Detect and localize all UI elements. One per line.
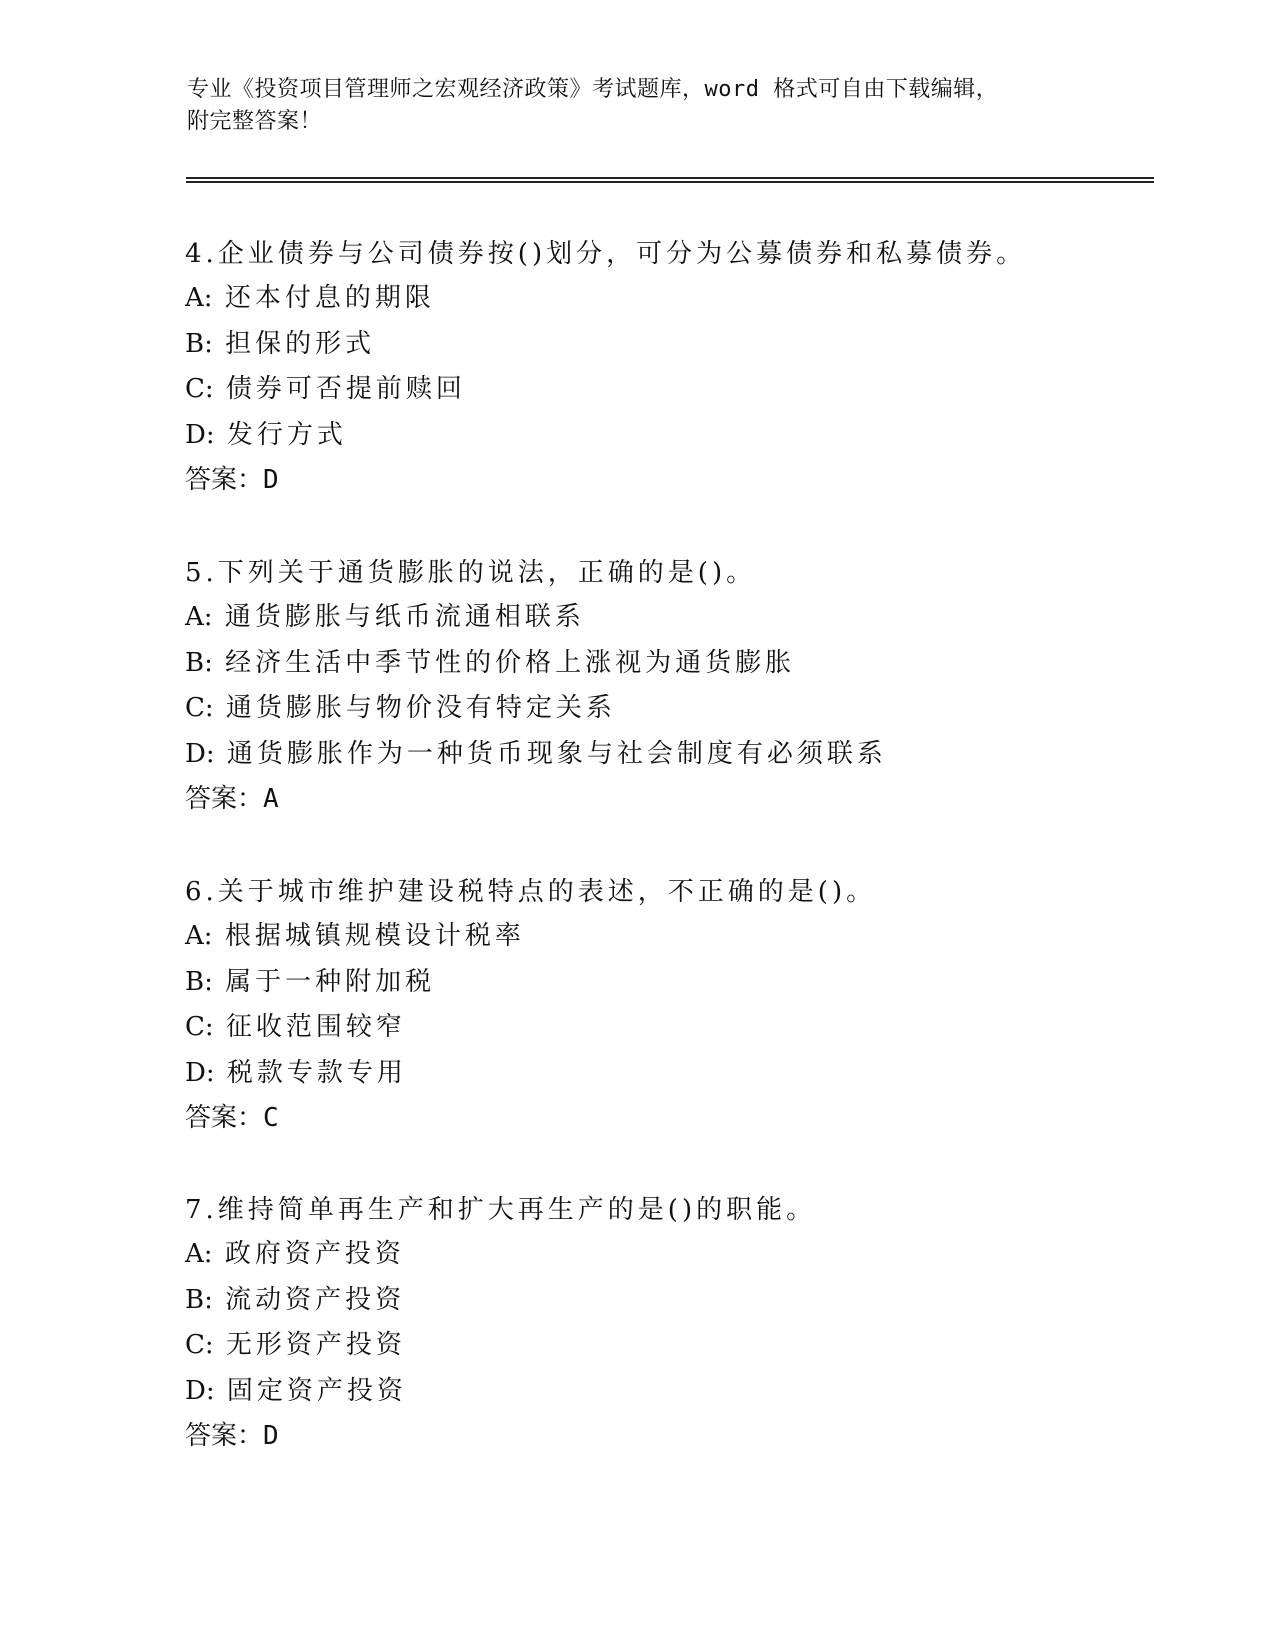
option-text: 政府资产投资 (224, 1239, 405, 1269)
answer-label: 答案：D (185, 465, 279, 495)
option-text: 债券可否提前赎回 (225, 374, 466, 404)
option-b (185, 322, 1185, 368)
option-key: A: (185, 602, 213, 632)
option-text: 属于一种附加税 (225, 966, 436, 997)
option-a (185, 1232, 1185, 1278)
option-key: A: (185, 283, 213, 313)
option-d (185, 413, 1185, 459)
question-text: 4.企业债券与公司债券按()划分，可分为公募债券和私募债券。 (185, 239, 1027, 269)
option-d (185, 1369, 1185, 1415)
option-c (185, 1323, 1185, 1369)
question-7 (185, 1188, 1185, 1458)
option-b (185, 1278, 1185, 1324)
answer-label: 答案：D (185, 1421, 279, 1451)
question-text: 6.关于城市维护建设税特点的表述，不正确的是()。 (185, 877, 877, 907)
option-a (185, 595, 1185, 641)
option-key: D: (185, 738, 215, 769)
document-header (187, 74, 1067, 138)
option-c (185, 1005, 1185, 1051)
answer-label: 答案：A (185, 784, 279, 814)
question-text: 5.下列关于通货膨胀的说法，正确的是()。 (185, 558, 757, 588)
option-key: D: (185, 419, 215, 450)
option-key: B: (185, 328, 213, 359)
option-key: B: (185, 1284, 213, 1315)
option-d (185, 732, 1185, 778)
option-text: 通货膨胀与物价没有特定关系 (225, 693, 616, 723)
header-line-2: 附完整答案！ (187, 109, 323, 134)
option-text: 通货膨胀与纸币流通相联系 (224, 602, 585, 632)
option-key: C: (185, 1012, 214, 1042)
option-text: 流动资产投资 (225, 1284, 406, 1315)
header-line-1: 专业《投资项目管理师之宏观经济政策》考试题库，word 格式可自由下载编辑， (187, 77, 999, 102)
option-b (185, 641, 1185, 687)
option-c (185, 367, 1185, 413)
option-c (185, 686, 1185, 732)
option-key: A: (185, 921, 213, 951)
option-a (185, 276, 1185, 322)
question-5 (185, 551, 1185, 821)
option-text: 发行方式 (226, 419, 347, 450)
option-text: 税款专款专用 (226, 1057, 407, 1088)
option-text: 通货膨胀作为一种货币现象与社会制度有必须联系 (226, 738, 887, 769)
option-key: A: (185, 1239, 213, 1269)
header-double-rule (186, 177, 1154, 183)
option-text: 担保的形式 (225, 328, 376, 359)
answer-label: 答案：C (185, 1103, 279, 1133)
option-b (185, 960, 1185, 1006)
option-text: 根据城镇规模设计税率 (224, 921, 525, 951)
question-6 (185, 870, 1185, 1140)
option-key: B: (185, 647, 213, 678)
question-text: 7.维持简单再生产和扩大再生产的是()的职能。 (185, 1195, 817, 1225)
option-a (185, 914, 1185, 960)
question-4 (185, 232, 1185, 502)
option-d (185, 1051, 1185, 1097)
option-key: C: (185, 1330, 214, 1360)
option-text: 经济生活中季节性的价格上涨视为通货膨胀 (225, 647, 796, 678)
option-text: 固定资产投资 (226, 1375, 407, 1406)
option-key: D: (185, 1375, 215, 1406)
option-key: D: (185, 1057, 215, 1088)
option-key: C: (185, 374, 214, 404)
option-key: B: (185, 966, 213, 997)
option-text: 征收范围较窄 (225, 1012, 406, 1042)
option-text: 无形资产投资 (225, 1330, 406, 1360)
option-key: C: (185, 693, 214, 723)
option-text: 还本付息的期限 (224, 283, 435, 313)
